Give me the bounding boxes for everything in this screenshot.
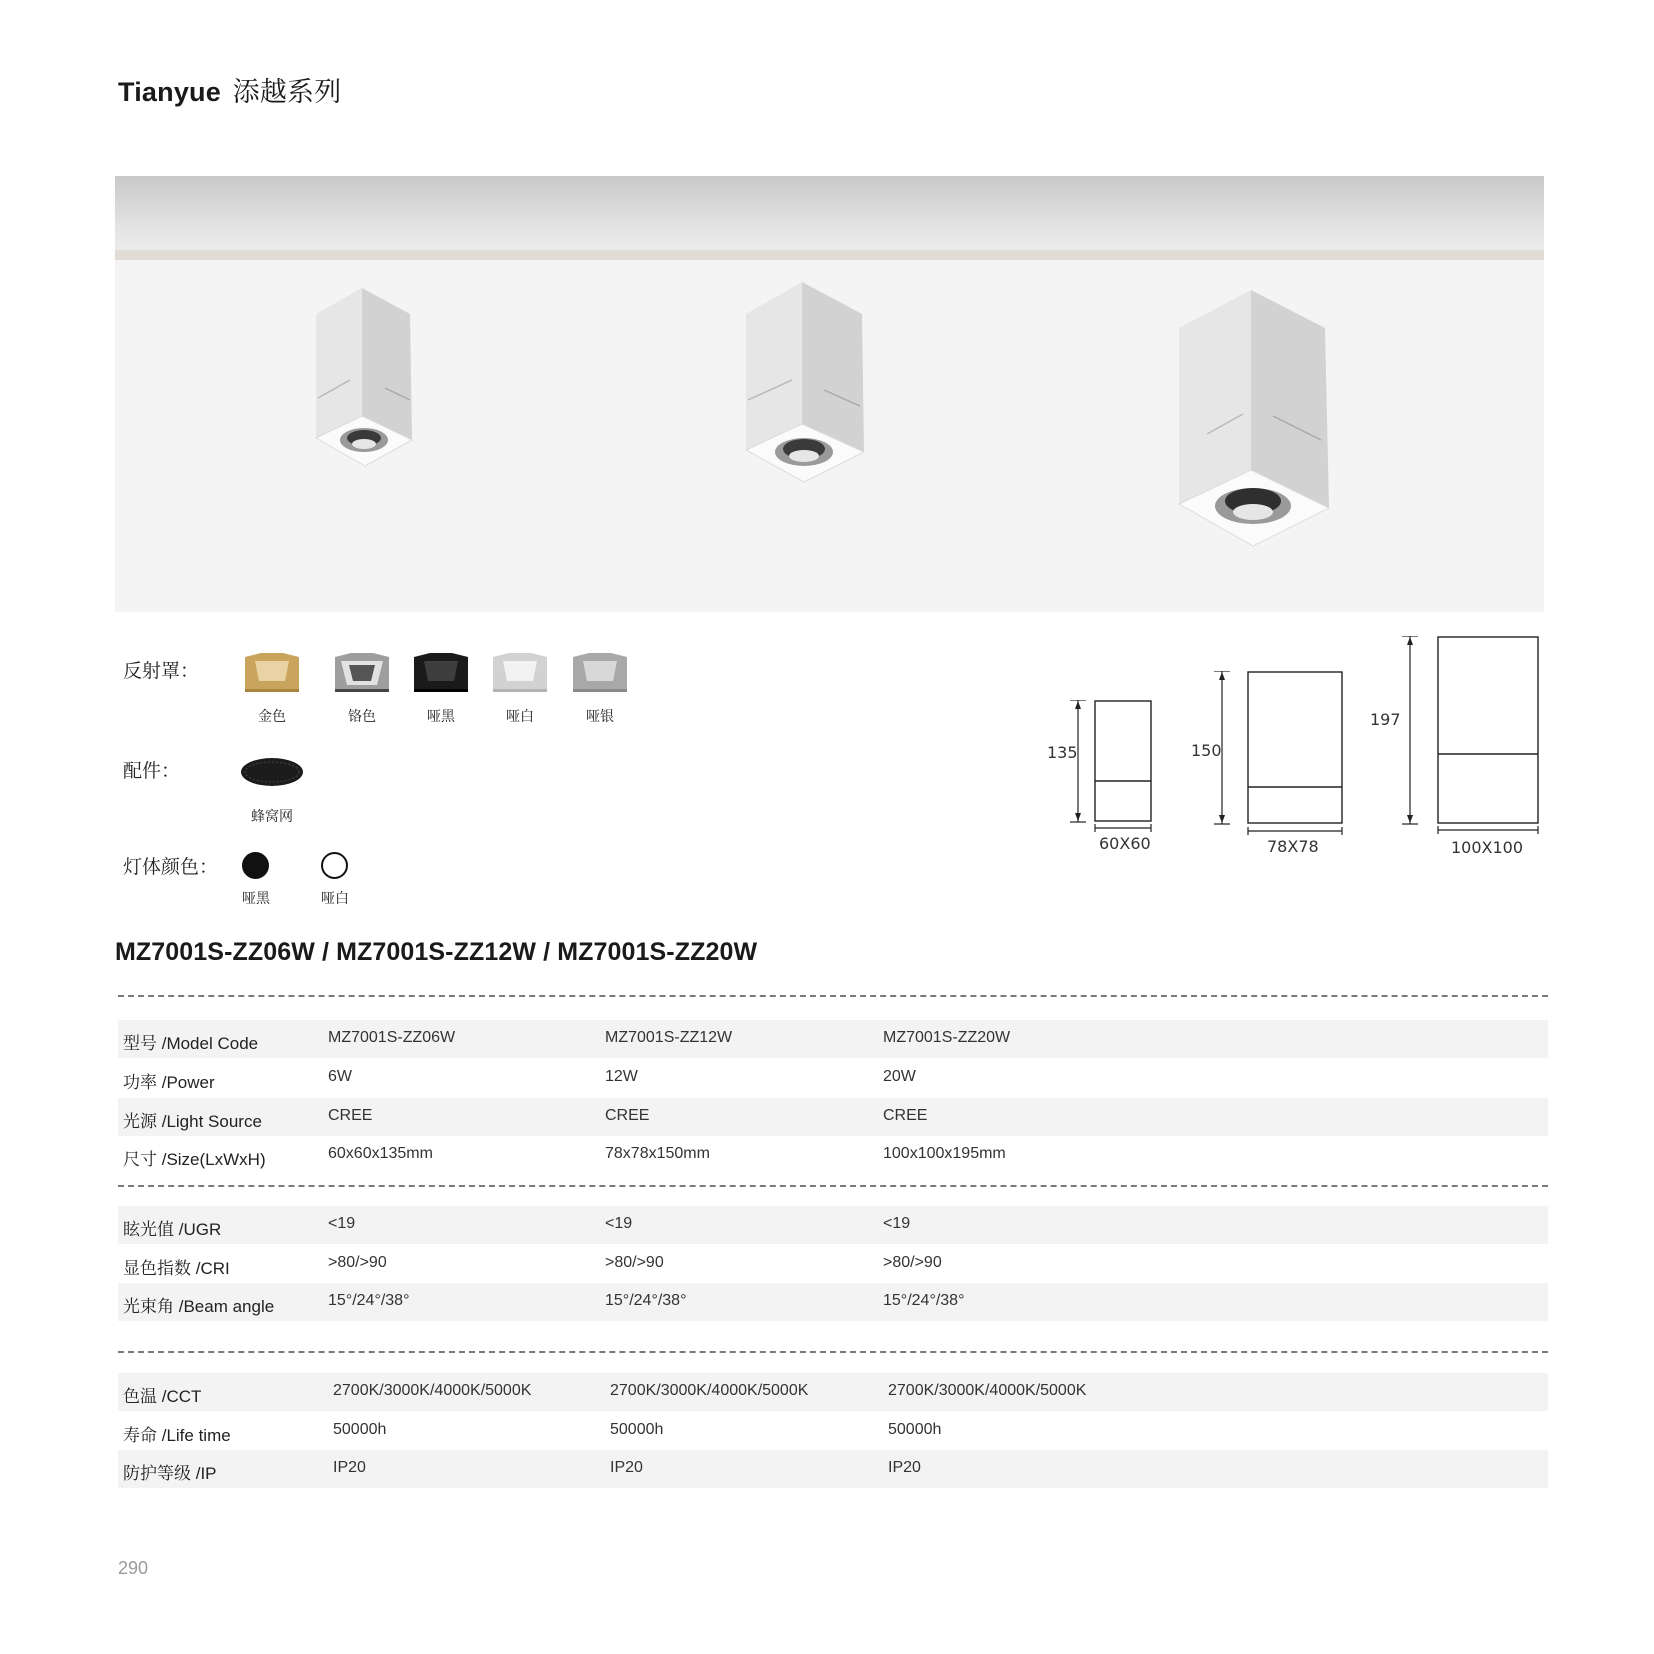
spec-value: CREE [883,1107,928,1124]
spec-row-power [118,1059,1548,1097]
reflector-label: 反射罩： [123,661,200,682]
spec-label: 型号 /Model Code [123,1034,259,1053]
body-color-label: 灯体颜色： [123,857,219,878]
spec-row-cri [118,1245,1548,1283]
spec-value: 12W [605,1068,638,1085]
dimension-height-large: 197 [1370,710,1401,729]
spec-value: MZ7001S-ZZ06W [328,1029,456,1046]
spec-row-size [118,1136,1548,1174]
divider-3 [118,1351,1548,1353]
spec-label: 光源 /Light Source [123,1112,262,1131]
reflector-matte-black-swatch [410,651,472,695]
spec-row-light-source [118,1098,1548,1136]
spec-label: 光束角 /Beam angle [123,1297,275,1316]
series-title [118,70,341,109]
reflector-gold-label: 金色 [258,708,286,724]
brand-name: Tianyue [118,77,221,107]
spec-value: 2700K/3000K/4000K/5000K [333,1382,532,1399]
spec-label: 色温 /CCT [123,1387,202,1406]
body-color-white-label: 哑白 [321,890,349,906]
ceiling-band [115,176,1544,252]
spec-value: <19 [883,1215,911,1232]
reflector-chrome-swatch [331,651,393,695]
spec-label: 尺寸 /Size(LxWxH) [123,1150,266,1169]
fixture-large [1173,290,1343,570]
dimension-footprint-small: 60X60 [1099,834,1151,853]
spec-value: <19 [605,1215,633,1232]
spec-value: 50000h [333,1421,387,1438]
spec-row-model-code [118,1020,1548,1058]
series-name-cn: 添越系列 [232,77,342,107]
fixture-small [310,288,425,488]
reflector-gold-swatch [241,651,303,695]
spec-value: 50000h [888,1421,942,1438]
reflector-matte-silver-label: 哑银 [586,708,614,724]
honeycomb-grid-label: 蜂窝网 [251,808,293,824]
dimension-footprint-large: 100X100 [1451,838,1524,857]
spec-value: IP20 [888,1459,921,1476]
spec-value: <19 [328,1215,356,1232]
spec-label: 眩光值 /UGR [123,1220,222,1239]
spec-value: 60x60x135mm [328,1145,433,1162]
spec-value: 15°/24°/38° [883,1292,965,1309]
dimension-drawing-medium [1212,671,1354,839]
spec-value: 2700K/3000K/4000K/5000K [610,1382,809,1399]
spec-value: MZ7001S-ZZ20W [883,1029,1011,1046]
divider-2 [118,1185,1548,1187]
spec-value: >80/>90 [883,1254,942,1271]
model-heading: MZ7001S-ZZ06W / MZ7001S-ZZ12W / MZ7001S-ZZ20W [115,938,758,966]
page-number: 290 [118,1558,149,1578]
reflector-chrome-label: 铬色 [348,708,376,724]
spec-label: 显色指数 /CRI [123,1259,230,1278]
spec-value: CREE [328,1107,373,1124]
spec-value: 6W [328,1068,352,1085]
spec-row-ip [118,1450,1548,1488]
spec-value: IP20 [610,1459,643,1476]
spec-row-cct [118,1373,1548,1411]
reflector-matte-white-swatch [489,651,551,695]
body-color-black-label: 哑黑 [242,890,270,906]
spec-value: 20W [883,1068,916,1085]
dimension-height-medium: 150 [1191,741,1222,760]
body-color-black-dot [242,852,269,879]
spec-value: CREE [605,1107,650,1124]
dimension-drawing-small [1068,700,1158,835]
spec-value: 15°/24°/38° [605,1292,687,1309]
spec-label: 防护等级 /IP [123,1464,217,1483]
reflector-matte-silver-swatch [569,651,631,695]
spec-row-beam-angle [118,1283,1548,1321]
reflector-matte-white-label: 哑白 [506,708,534,724]
spec-label: 寿命 /Life time [123,1426,231,1445]
spec-value: 15°/24°/38° [328,1292,410,1309]
reflector-matte-black-label: 哑黑 [427,708,455,724]
spec-value: 2700K/3000K/4000K/5000K [888,1382,1087,1399]
dimension-footprint-medium: 78X78 [1267,837,1319,856]
honeycomb-grid-icon [239,756,305,788]
spec-row-ugr [118,1206,1548,1244]
spec-value: 78x78x150mm [605,1145,710,1162]
spec-label: 功率 /Power [123,1073,215,1092]
body-color-white-dot [321,852,348,879]
dimension-height-small: 135 [1047,743,1078,762]
spec-value: MZ7001S-ZZ12W [605,1029,733,1046]
accessory-label: 配件： [123,761,181,782]
fixture-medium [740,282,875,504]
spec-row-life-time [118,1412,1548,1450]
divider-1 [118,995,1548,997]
spec-value: 50000h [610,1421,664,1438]
spec-value: IP20 [333,1459,366,1476]
spec-value: 100x100x195mm [883,1145,1006,1162]
product-hero-image [115,176,1544,612]
ceiling-edge [115,250,1544,260]
dimension-drawing-large [1400,636,1544,836]
spec-value: >80/>90 [328,1254,387,1271]
spec-value: >80/>90 [605,1254,664,1271]
